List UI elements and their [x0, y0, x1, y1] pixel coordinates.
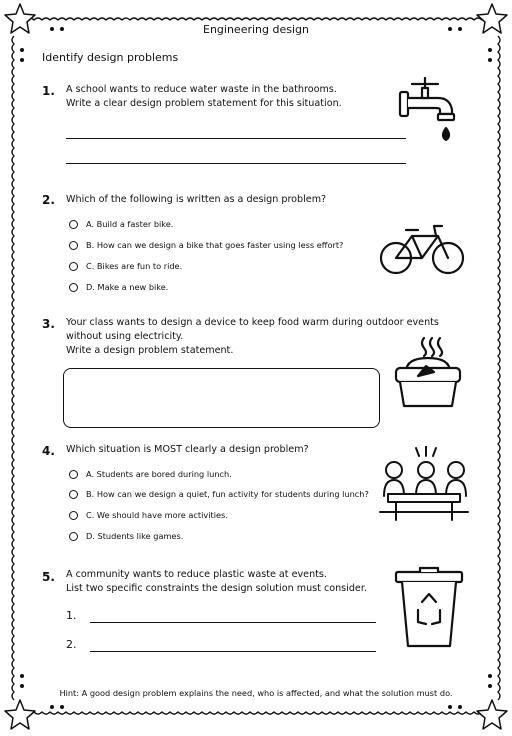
question-text: Which of the following is written as a design problem? [66, 194, 327, 205]
answer-line[interactable] [90, 651, 376, 652]
answer-option[interactable]: D. Students like games. [69, 531, 183, 541]
bicycle-icon [378, 222, 468, 276]
page-title: Engineering design [203, 23, 309, 36]
radio-button[interactable] [69, 532, 78, 541]
radio-button[interactable] [69, 262, 78, 271]
answer-line[interactable] [90, 622, 376, 623]
answer-option[interactable]: C. Bikes are fun to ride. [69, 261, 182, 271]
question-number: 1. [42, 84, 55, 98]
recycling-bin-icon [394, 566, 464, 650]
answer-line[interactable] [66, 163, 406, 164]
answer-line[interactable] [66, 138, 406, 139]
radio-button[interactable] [69, 470, 78, 479]
question-text: Which situation is MOST clearly a design problem? [66, 444, 309, 455]
answer-box[interactable] [63, 368, 380, 428]
question-text: A school wants to reduce water waste in the bathrooms. Write a clear design problem statement for this situation. [66, 84, 342, 109]
section-subtitle: Identify design problems [42, 51, 179, 64]
radio-button[interactable] [69, 220, 78, 229]
answer-option[interactable]: B. How can we design a quiet, fun activity for students during lunch? [69, 489, 369, 499]
answer-option[interactable]: D. Make a new bike. [69, 282, 168, 292]
students-table-icon [376, 446, 470, 526]
hint-text: Hint: A good design problem explains the need, who is affected, and what the solution must do. [59, 688, 453, 698]
question-text: Your class wants to design a device to keep food warm during outdoor events without using electricity. Write a design problem statement. [66, 317, 439, 356]
question-number: 5. [42, 570, 55, 584]
list-number: 2. [66, 638, 77, 651]
answer-option[interactable]: C. We should have more activities. [69, 510, 228, 520]
answer-option[interactable]: A. Build a faster bike. [69, 219, 173, 229]
question-number: 4. [42, 444, 55, 458]
question-number: 3. [42, 317, 55, 331]
list-number: 1. [66, 609, 77, 622]
radio-button[interactable] [69, 241, 78, 250]
question-number: 2. [42, 193, 55, 207]
faucet-icon [398, 74, 468, 146]
radio-button[interactable] [69, 283, 78, 292]
food-warmer-icon [390, 336, 468, 412]
answer-option[interactable]: A. Students are bored during lunch. [69, 469, 232, 479]
answer-option[interactable]: B. How can we design a bike that goes faster using less effort? [69, 240, 343, 250]
radio-button[interactable] [69, 511, 78, 520]
question-text: A community wants to reduce plastic waste at events. List two specific constraints the design solution must consider. [66, 569, 367, 594]
radio-button[interactable] [69, 490, 78, 499]
